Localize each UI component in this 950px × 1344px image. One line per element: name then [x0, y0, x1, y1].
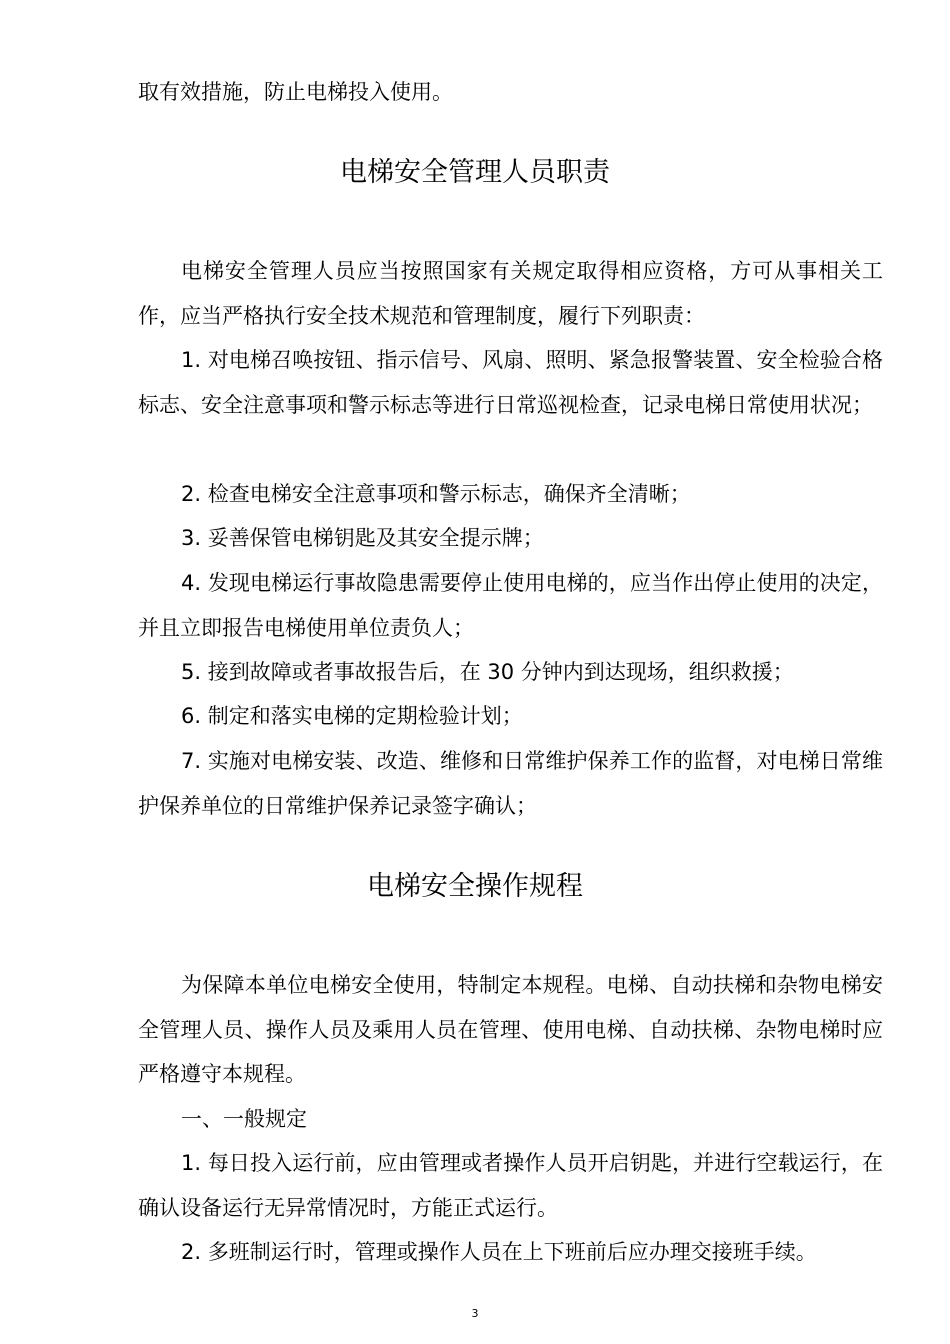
duty-item-7: 7. 实施对电梯安装、改造、维修和日常维护保养工作的监督，对电梯日常维护保养单位的日常维护保养记录签字确认；	[138, 749, 883, 818]
section-title-operating-rules: 电梯安全操作规程	[367, 871, 583, 902]
rule-item-2: 2. 多班制运行时，管理或操作人员在上下班前后应办理交接班手续。	[181, 1240, 817, 1264]
duty-item-4: 4. 发现电梯运行事故隐患需要停止使用电梯的，应当作出停止使用的决定，并且立即报告电梯使用单位责负人；	[138, 571, 883, 640]
general-rules-subheading: 一、一般规定	[181, 1107, 307, 1131]
page-number: 3	[471, 1307, 479, 1320]
duty-item-2: 2. 检查电梯安全注意事项和警示标志，确保齐全清晰；	[181, 482, 691, 506]
duty-item-3: 3. 妥善保管电梯钥匙及其安全提示牌；	[181, 526, 544, 550]
rule-item-1: 1. 每日投入运行前，应由管理或者操作人员开启钥匙，并进行空载运行，在确认设备运行无异常情况时，方能正式运行。	[138, 1151, 883, 1220]
duty-item-5: 5. 接到故障或者事故报告后，在 30 分钟内到达现场，组织救援；	[181, 660, 794, 684]
section2-intro-paragraph: 为保障本单位电梯安全使用，特制定本规程。电梯、自动扶梯和杂物电梯安全管理人员、操作人员及乘用人员在管理、使用电梯、自动扶梯、杂物电梯时应严格遵守本规程。	[138, 973, 883, 1086]
duty-item-6: 6. 制定和落实电梯的定期检验计划；	[181, 704, 523, 728]
section-title-manager-duties: 电梯安全管理人员职责	[340, 157, 610, 188]
section1-intro-paragraph: 电梯安全管理人员应当按照国家有关规定取得相应资格，方可从事相关工作，应当严格执行安全技术规范和管理制度，履行下列职责：	[138, 259, 883, 328]
continuation-paragraph: 取有效措施，防止电梯投入使用。	[138, 80, 453, 104]
duty-item-1: 1. 对电梯召唤按钮、指示信号、风扇、照明、紧急报警装置、安全检验合格标志、安全注意事项和警示标志等进行日常巡视检查，记录电梯日常使用状况；	[138, 348, 883, 417]
